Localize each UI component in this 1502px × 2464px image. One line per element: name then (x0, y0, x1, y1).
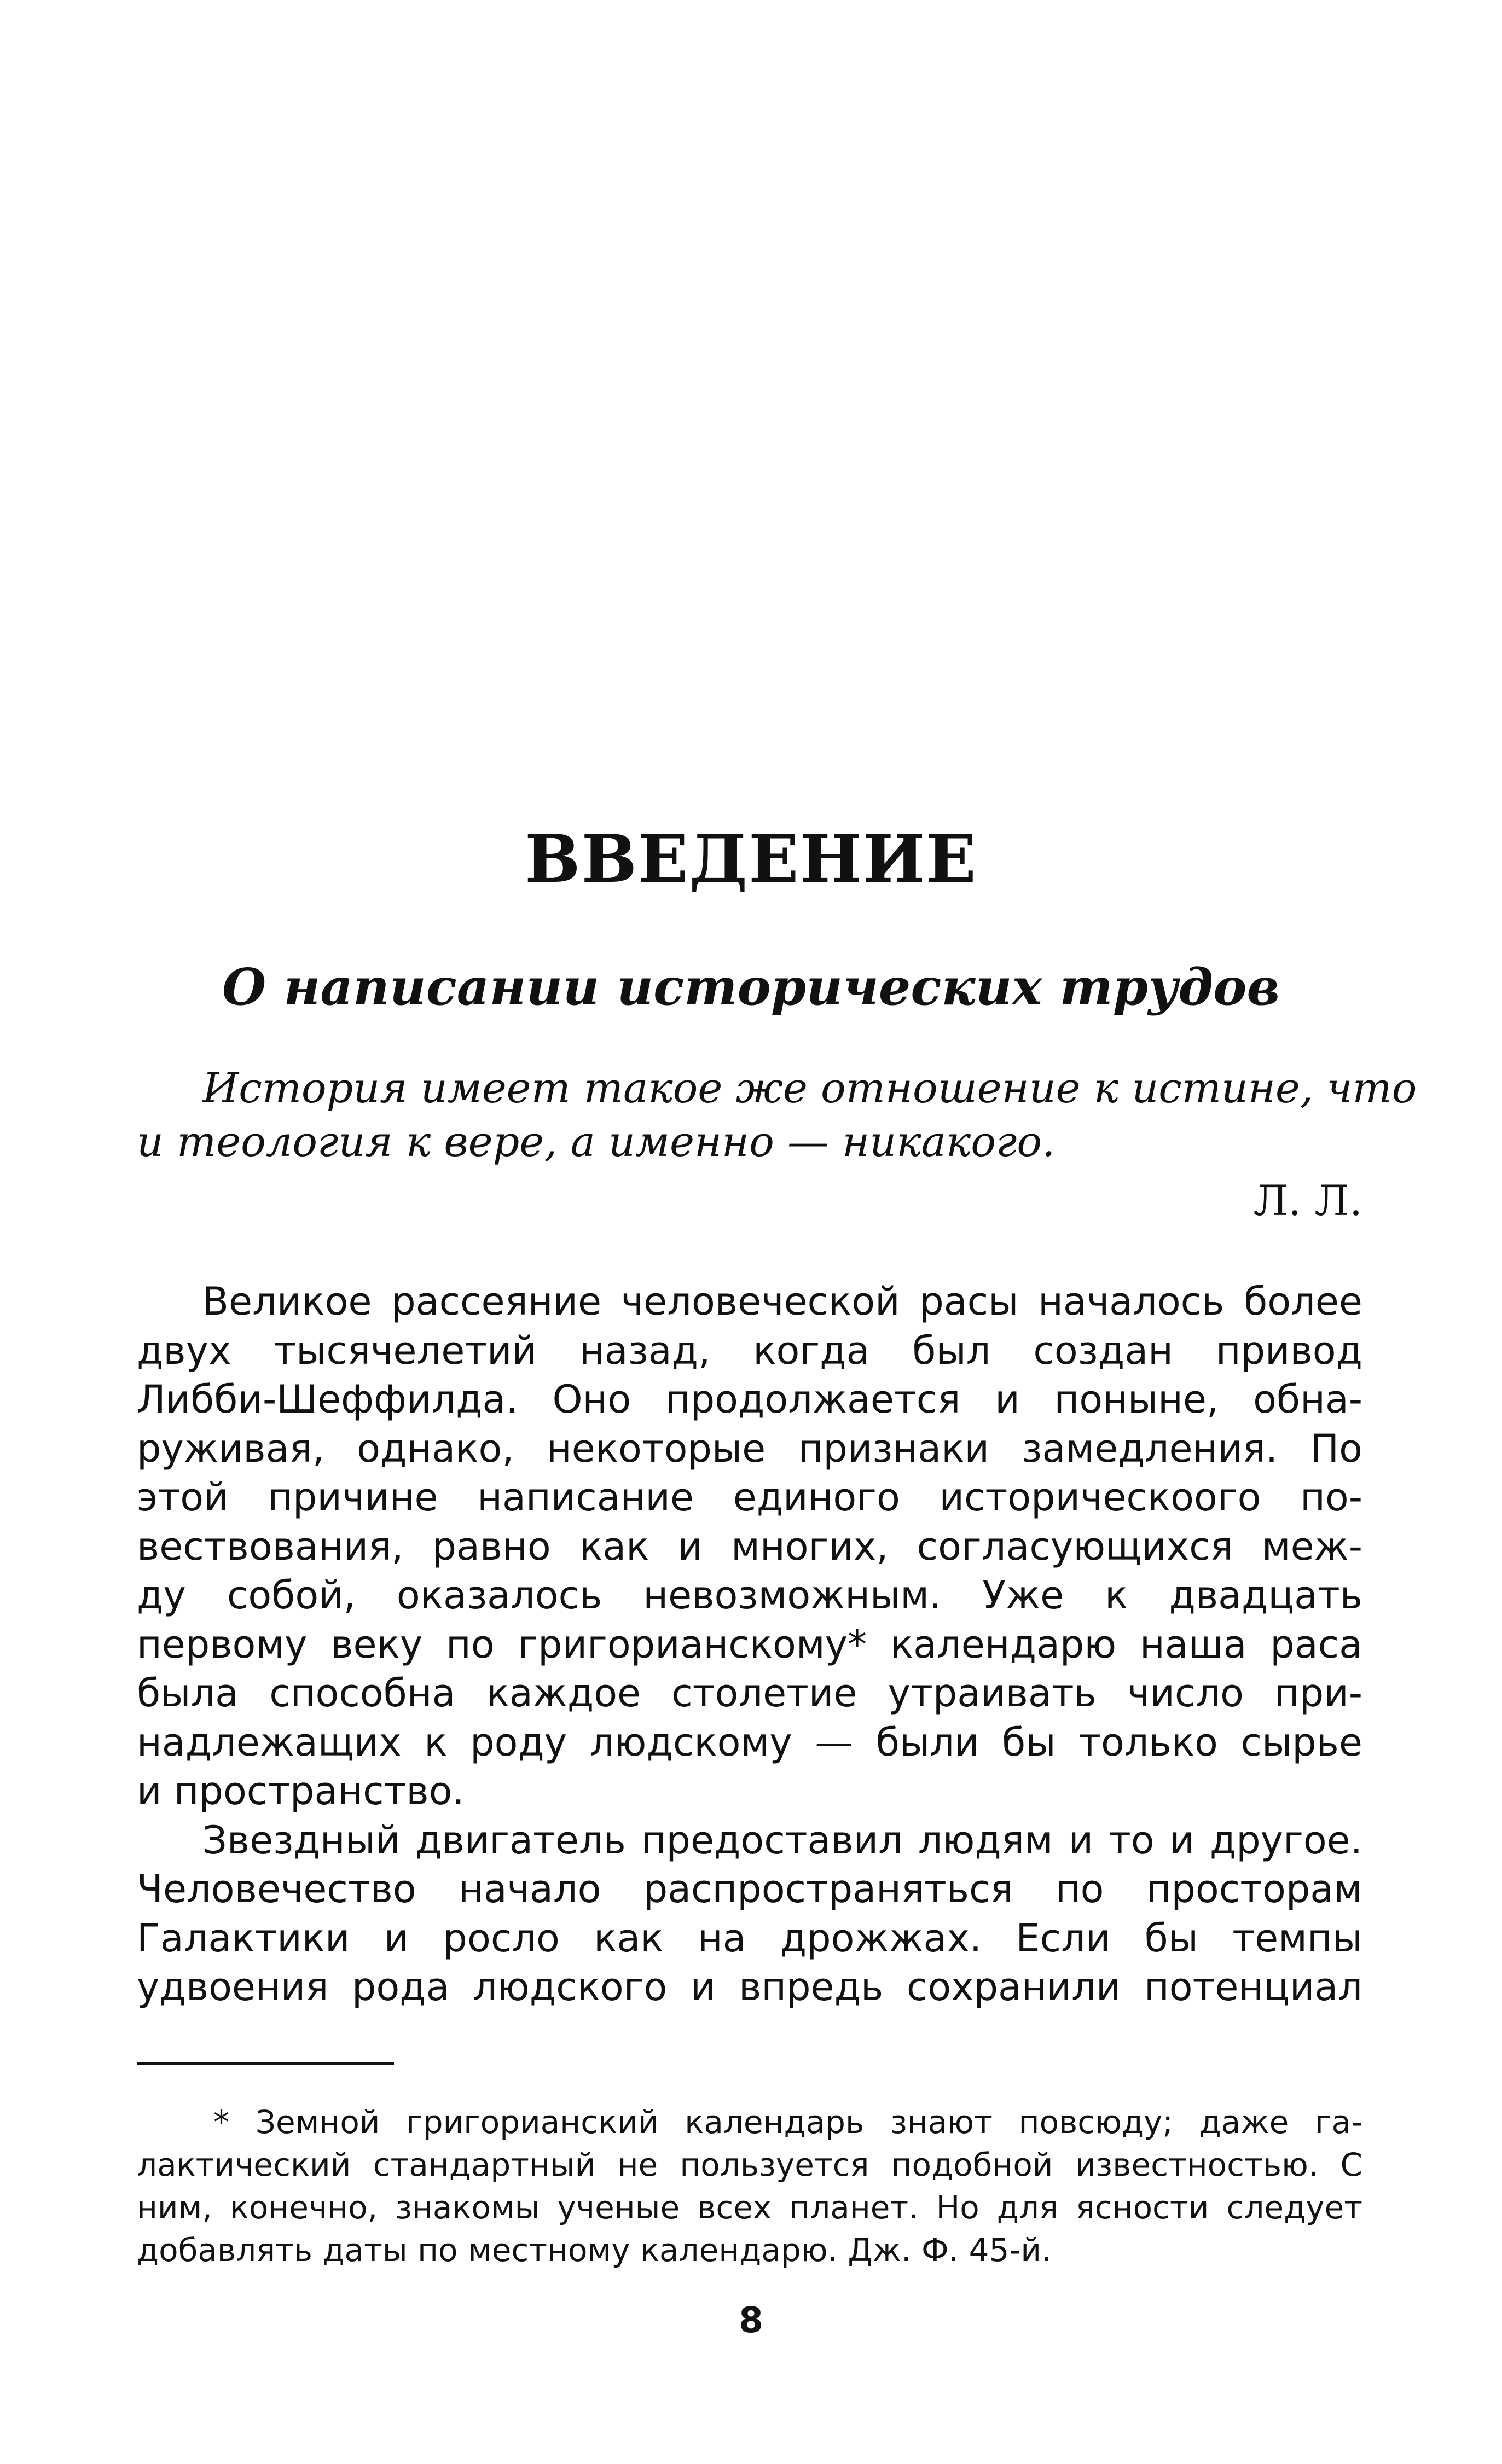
chapter-subtitle: О написании исторических трудов (222, 957, 1280, 1016)
epigraph-line: История имеет такое же отношение к истине, что (202, 1064, 1417, 1112)
body-line: ду собой, оказалось невозможным. Уже к двадцать (137, 1573, 1362, 1618)
body-line: Галактики и росло как на дрожжах. Если бы темпы (137, 1915, 1362, 1961)
footnote-line: лактический стандартный не пользуется подобной известностью. С (137, 2146, 1362, 2183)
body-line: Человечество начало распространяться по просторам (137, 1867, 1362, 1911)
footnote-line: добавлять даты по местному календарю. Дж. Ф. 45-й. (137, 2231, 1052, 2269)
body-line: двух тысячелетий назад, когда был создан привод (137, 1328, 1362, 1373)
body-text (137, 1277, 1362, 2012)
body-line: Звездный двигатель предоставил людям и то и другое. (202, 1817, 1362, 1863)
body-line: надлежащих к роду людскому — были бы только сырье (137, 1719, 1362, 1765)
chapter-title: ВВЕДЕНИЕ (525, 821, 977, 898)
body-line: удвоения рода людского и впредь сохранили потенциал (137, 1965, 1362, 2009)
body-line: вествования, равно как и многих, согласующихся меж- (137, 1524, 1362, 1569)
body-line: Либби-Шеффилда. Оно продолжается и поныне, обна- (137, 1377, 1362, 1422)
epigraph-line: и теология к вере, а именно — никакого. (137, 1117, 1056, 1166)
body-line: руживая, однако, некоторые признаки замедления. По (137, 1426, 1362, 1471)
page-number: 8 (739, 2300, 763, 2341)
epigraph (137, 1061, 1417, 1169)
footnote-line: * Земной григорианский календарь знают повсюду; даже га- (213, 2103, 1362, 2141)
body-line: Великое рассеяние человеческой расы началось более (202, 1279, 1362, 1324)
body-line: была способна каждое столетие утраивать число при- (137, 1671, 1362, 1716)
body-line: первому веку по григорианскому* календарю наша раса (137, 1622, 1362, 1667)
footnote (137, 2101, 1362, 2271)
body-line: этой причине написание единого историческоого по- (137, 1475, 1362, 1520)
footnote-line: ним, конечно, знакомы ученые всех планет. Но для ясности следует (137, 2189, 1362, 2226)
epigraph-author: Л. Л. (1253, 1176, 1362, 1225)
footnote-divider (137, 2062, 394, 2065)
body-line: и пространство. (137, 1769, 465, 1814)
